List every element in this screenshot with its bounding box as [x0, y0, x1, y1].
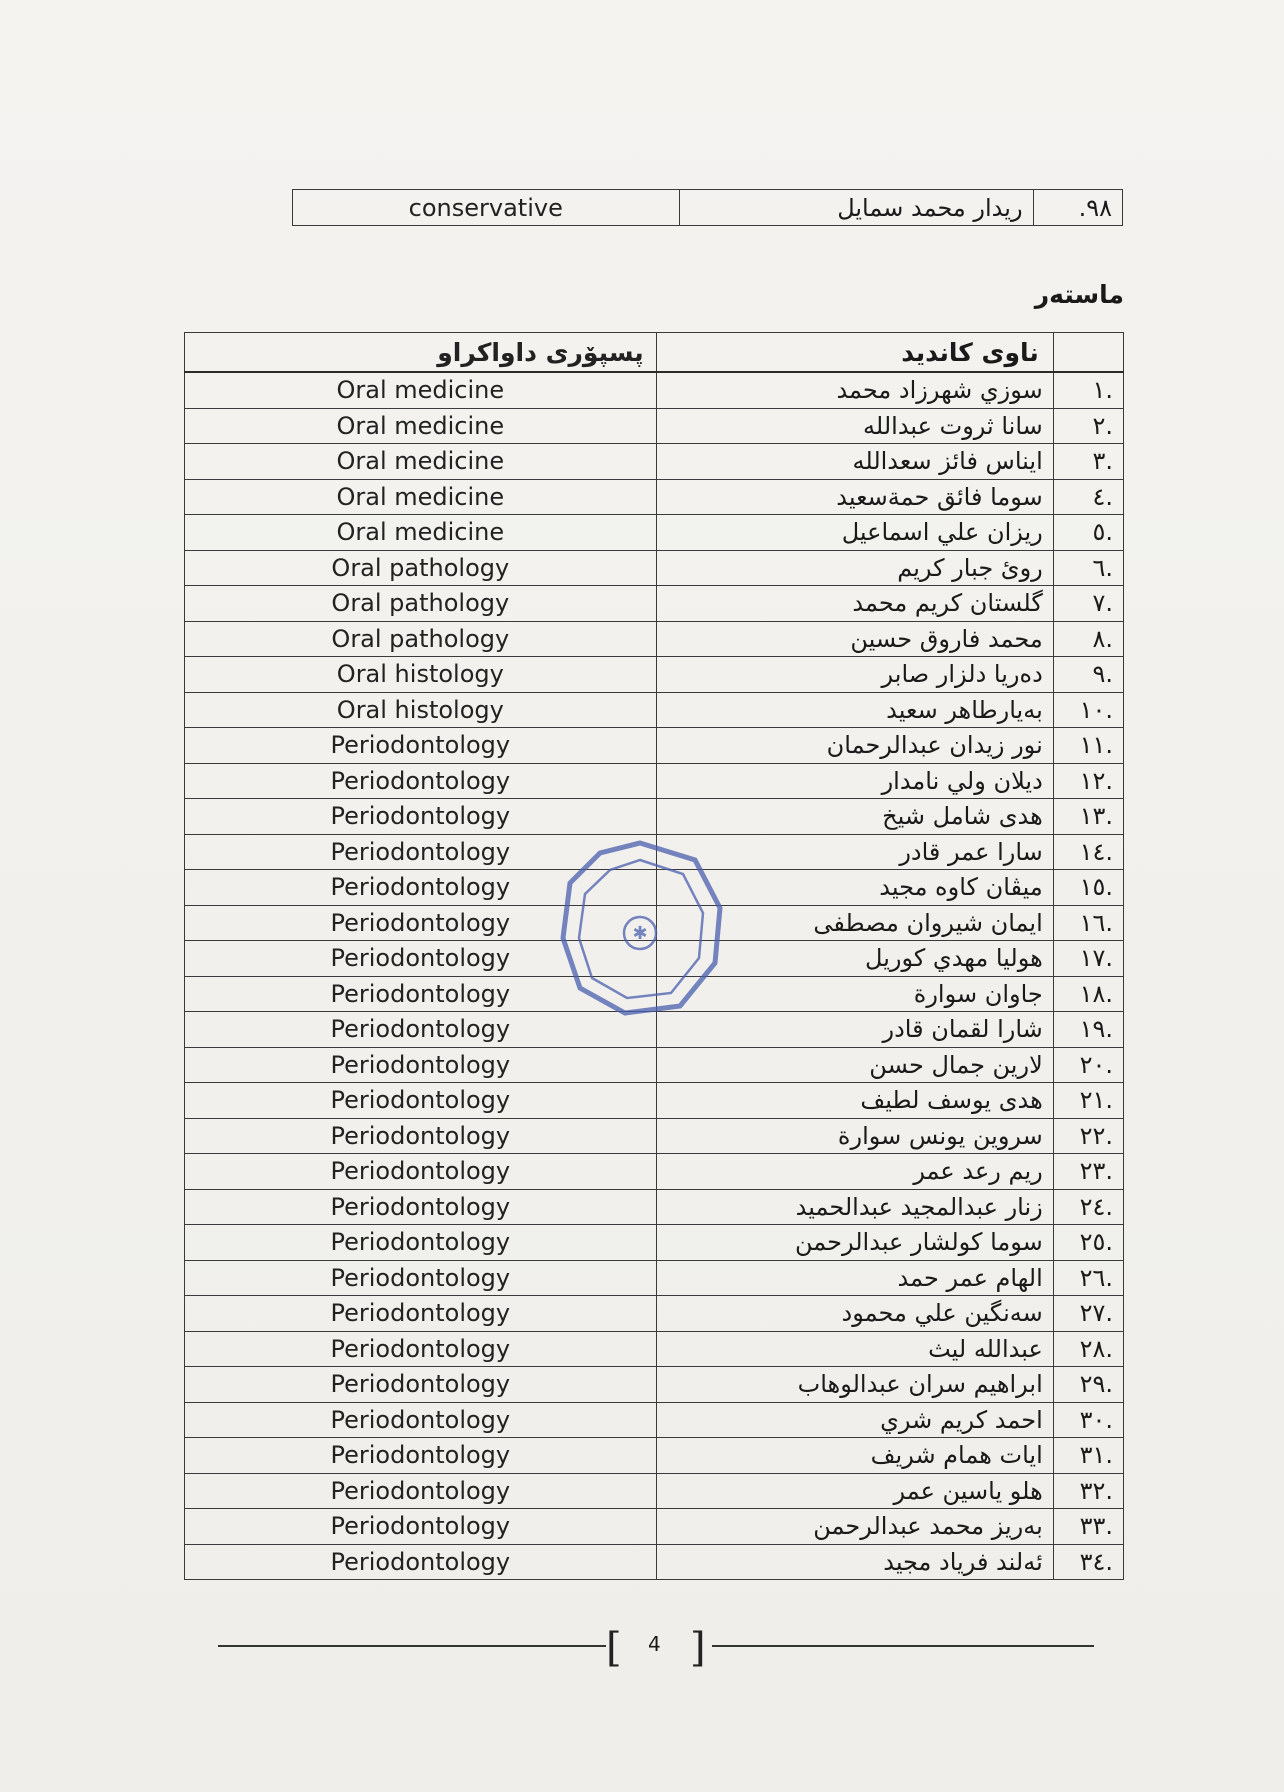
candidate-name-cell: زنار عبدالمجيد عبدالحميد	[656, 1189, 1053, 1225]
table-row	[185, 834, 1124, 870]
table-row	[185, 479, 1124, 515]
candidate-name-cell: روئ جبار كريم	[656, 550, 1053, 586]
candidate-name-cell: ريزان علي اسماعيل	[656, 515, 1053, 551]
specialty-cell: Periodontology	[185, 1012, 657, 1048]
row-number-cell: .٨	[1053, 621, 1123, 657]
row-number-cell: .٢٨	[1053, 1331, 1123, 1367]
table-row	[185, 905, 1124, 941]
specialty-cell: Periodontology	[185, 1367, 657, 1403]
candidate-name-cell: سارا عمر قادر	[656, 834, 1053, 870]
row-number-cell: .٧	[1053, 586, 1123, 622]
candidate-name-cell: هوليا مهدي كوريل	[656, 941, 1053, 977]
specialty-cell: Periodontology	[185, 834, 657, 870]
specialty-cell: Periodontology	[185, 728, 657, 764]
specialty-cell: Periodontology	[185, 870, 657, 906]
table-row	[185, 1012, 1124, 1048]
candidate-name-cell: ايناس فائز سعدالله	[656, 444, 1053, 480]
specialty-cell: Periodontology	[185, 1509, 657, 1545]
specialty-cell: Oral medicine	[185, 444, 657, 480]
specialty-cell: Oral pathology	[185, 550, 657, 586]
specialty-cell: Periodontology	[185, 763, 657, 799]
candidate-name-cell: هلو ياسين عمر	[656, 1473, 1053, 1509]
table-row	[185, 1296, 1124, 1332]
specialty-cell: Oral medicine	[185, 372, 657, 408]
row-number-cell: .١٦	[1053, 905, 1123, 941]
candidate-name-cell: سوما فائق حمةسعيد	[656, 479, 1053, 515]
candidate-name-cell: هدى يوسف لطيف	[656, 1083, 1053, 1119]
candidate-name-cell: محمد فاروق حسين	[656, 621, 1053, 657]
page-number: 4	[648, 1632, 661, 1656]
footer-right-bracket: ]	[690, 1625, 706, 1671]
header-number	[1053, 333, 1123, 373]
table-body	[185, 372, 1124, 1580]
candidate-name-cell: دەريا دلزار صابر	[656, 657, 1053, 693]
row-number-cell: .٤	[1053, 479, 1123, 515]
previous-list-last-row-table	[292, 189, 1123, 226]
row-number-cell: .١٩	[1053, 1012, 1123, 1048]
table-row	[185, 1260, 1124, 1296]
candidate-name-cell: جاوان سوارة	[656, 976, 1053, 1012]
specialty-cell: Periodontology	[185, 905, 657, 941]
table-row	[185, 870, 1124, 906]
table-row	[185, 1509, 1124, 1545]
candidate-name-cell: هدى شامل شيخ	[656, 799, 1053, 835]
row-number-cell: .٢٦	[1053, 1260, 1123, 1296]
row-number-cell: .٢٥	[1053, 1225, 1123, 1261]
specialty-cell: conservative	[293, 190, 680, 226]
row-number-cell: .٣	[1053, 444, 1123, 480]
specialty-cell: Periodontology	[185, 1118, 657, 1154]
candidate-name-cell: ئەلند فرياد مجيد	[656, 1544, 1053, 1580]
table-row	[185, 372, 1124, 408]
specialty-cell: Oral histology	[185, 692, 657, 728]
candidate-name-cell: لارين جمال حسن	[656, 1047, 1053, 1083]
row-number-cell: .٣٢	[1053, 1473, 1123, 1509]
row-number-cell: .١٥	[1053, 870, 1123, 906]
row-number-cell: .١٤	[1053, 834, 1123, 870]
row-number-cell: .٢٩	[1053, 1367, 1123, 1403]
candidate-name-cell: الهام عمر حمد	[656, 1260, 1053, 1296]
row-number-cell: .٦	[1053, 550, 1123, 586]
row-number-cell: .٥	[1053, 515, 1123, 551]
table-row	[185, 657, 1124, 693]
row-number-cell: .٢٣	[1053, 1154, 1123, 1190]
specialty-cell: Oral histology	[185, 657, 657, 693]
row-number-cell: .٢٤	[1053, 1189, 1123, 1225]
candidate-name-cell: شارا لقمان قادر	[656, 1012, 1053, 1048]
row-number-cell: .٣٠	[1053, 1402, 1123, 1438]
row-number-cell: .١٢	[1053, 763, 1123, 799]
table-row	[185, 1083, 1124, 1119]
svg-text:✱: ✱	[632, 923, 648, 944]
table-row	[185, 941, 1124, 977]
table-row	[185, 1047, 1124, 1083]
table-row	[293, 190, 1123, 226]
table-row	[185, 1118, 1124, 1154]
table-row	[185, 408, 1124, 444]
table-row	[185, 728, 1124, 764]
specialty-cell: Oral medicine	[185, 479, 657, 515]
section-title-master: ماستەر	[1034, 280, 1124, 309]
row-number-cell: .٢	[1053, 408, 1123, 444]
specialty-cell: Periodontology	[185, 1331, 657, 1367]
table-row	[185, 1473, 1124, 1509]
specialty-cell: Oral pathology	[185, 621, 657, 657]
candidate-name-cell: ريدار محمد سمايل	[679, 190, 1033, 226]
specialty-cell: Periodontology	[185, 1154, 657, 1190]
candidate-name-cell: احمد كريم شري	[656, 1402, 1053, 1438]
table-row	[185, 586, 1124, 622]
specialty-cell: Periodontology	[185, 1047, 657, 1083]
candidate-name-cell: سەنگين علي محمود	[656, 1296, 1053, 1332]
candidate-name-cell: عبدالله ليث	[656, 1331, 1053, 1367]
row-number-cell: .٢١	[1053, 1083, 1123, 1119]
specialty-cell: Periodontology	[185, 1402, 657, 1438]
row-number-cell: .٢٠	[1053, 1047, 1123, 1083]
table-row	[185, 1331, 1124, 1367]
candidate-name-cell: سروين يونس سوارة	[656, 1118, 1053, 1154]
row-number-cell: .٣٤	[1053, 1544, 1123, 1580]
candidate-name-cell: نور زيدان عبدالرحمان	[656, 728, 1053, 764]
candidate-name-cell: ميڤان كاوه مجيد	[656, 870, 1053, 906]
row-number-cell: .٢٧	[1053, 1296, 1123, 1332]
header-specialty: پسپۆری داواكراو	[185, 333, 657, 373]
table-row	[185, 515, 1124, 551]
table-row	[185, 1438, 1124, 1474]
candidate-name-cell: ديلان ولي نامدار	[656, 763, 1053, 799]
row-number-cell: .٣٣	[1053, 1509, 1123, 1545]
specialty-cell: Periodontology	[185, 1438, 657, 1474]
table-row	[185, 621, 1124, 657]
specialty-cell: Periodontology	[185, 1083, 657, 1119]
candidate-name-cell: ايمان شيروان مصطفى	[656, 905, 1053, 941]
row-number-cell: .١٧	[1053, 941, 1123, 977]
specialty-cell: Periodontology	[185, 1189, 657, 1225]
table-row	[185, 799, 1124, 835]
specialty-cell: Periodontology	[185, 799, 657, 835]
specialty-cell: Periodontology	[185, 1544, 657, 1580]
footer-left-rule	[218, 1645, 606, 1647]
table-row	[185, 1544, 1124, 1580]
row-number-cell: .١٣	[1053, 799, 1123, 835]
specialty-cell: Oral pathology	[185, 586, 657, 622]
specialty-cell: Periodontology	[185, 1260, 657, 1296]
candidate-name-cell: سوما كولشار عبدالرحمن	[656, 1225, 1053, 1261]
specialty-cell: Periodontology	[185, 1296, 657, 1332]
row-number-cell: .٢٢	[1053, 1118, 1123, 1154]
candidate-name-cell: بەيارطاهر سعيد	[656, 692, 1053, 728]
candidate-name-cell: سوزي شهرزاد محمد	[656, 372, 1053, 408]
table-row	[185, 444, 1124, 480]
specialty-cell: Periodontology	[185, 976, 657, 1012]
table-row	[185, 1189, 1124, 1225]
table-row	[185, 550, 1124, 586]
footer-right-rule	[712, 1645, 1094, 1647]
candidate-name-cell: سانا ثروت عبدالله	[656, 408, 1053, 444]
specialty-cell: Periodontology	[185, 941, 657, 977]
table-row	[185, 1367, 1124, 1403]
candidate-name-cell: گلستان كريم محمد	[656, 586, 1053, 622]
row-number-cell: .٣١	[1053, 1438, 1123, 1474]
specialty-cell: Oral medicine	[185, 515, 657, 551]
table-row	[185, 692, 1124, 728]
specialty-cell: Periodontology	[185, 1473, 657, 1509]
row-number-cell: .١٠	[1053, 692, 1123, 728]
row-number-cell: .١١	[1053, 728, 1123, 764]
table-header-row	[185, 333, 1124, 373]
candidate-name-cell: ابراهيم سران عبدالوهاب	[656, 1367, 1053, 1403]
candidate-name-cell: بەريز محمد عبدالرحمن	[656, 1509, 1053, 1545]
candidate-name-cell: ايات همام شريف	[656, 1438, 1053, 1474]
table-row	[185, 1402, 1124, 1438]
table-row	[185, 976, 1124, 1012]
specialty-cell: Periodontology	[185, 1225, 657, 1261]
master-candidates-table	[184, 332, 1124, 1580]
row-number-cell: .١٨	[1053, 976, 1123, 1012]
footer-left-bracket: [	[606, 1625, 622, 1671]
row-number-cell: ٩٨.	[1033, 190, 1122, 226]
table-row	[185, 1225, 1124, 1261]
table-row	[185, 1154, 1124, 1190]
header-candidate-name: ناوی كانديد	[656, 333, 1053, 373]
row-number-cell: .٩	[1053, 657, 1123, 693]
row-number-cell: .١	[1053, 372, 1123, 408]
table-row	[185, 763, 1124, 799]
specialty-cell: Oral medicine	[185, 408, 657, 444]
candidate-name-cell: ريم رعد عمر	[656, 1154, 1053, 1190]
